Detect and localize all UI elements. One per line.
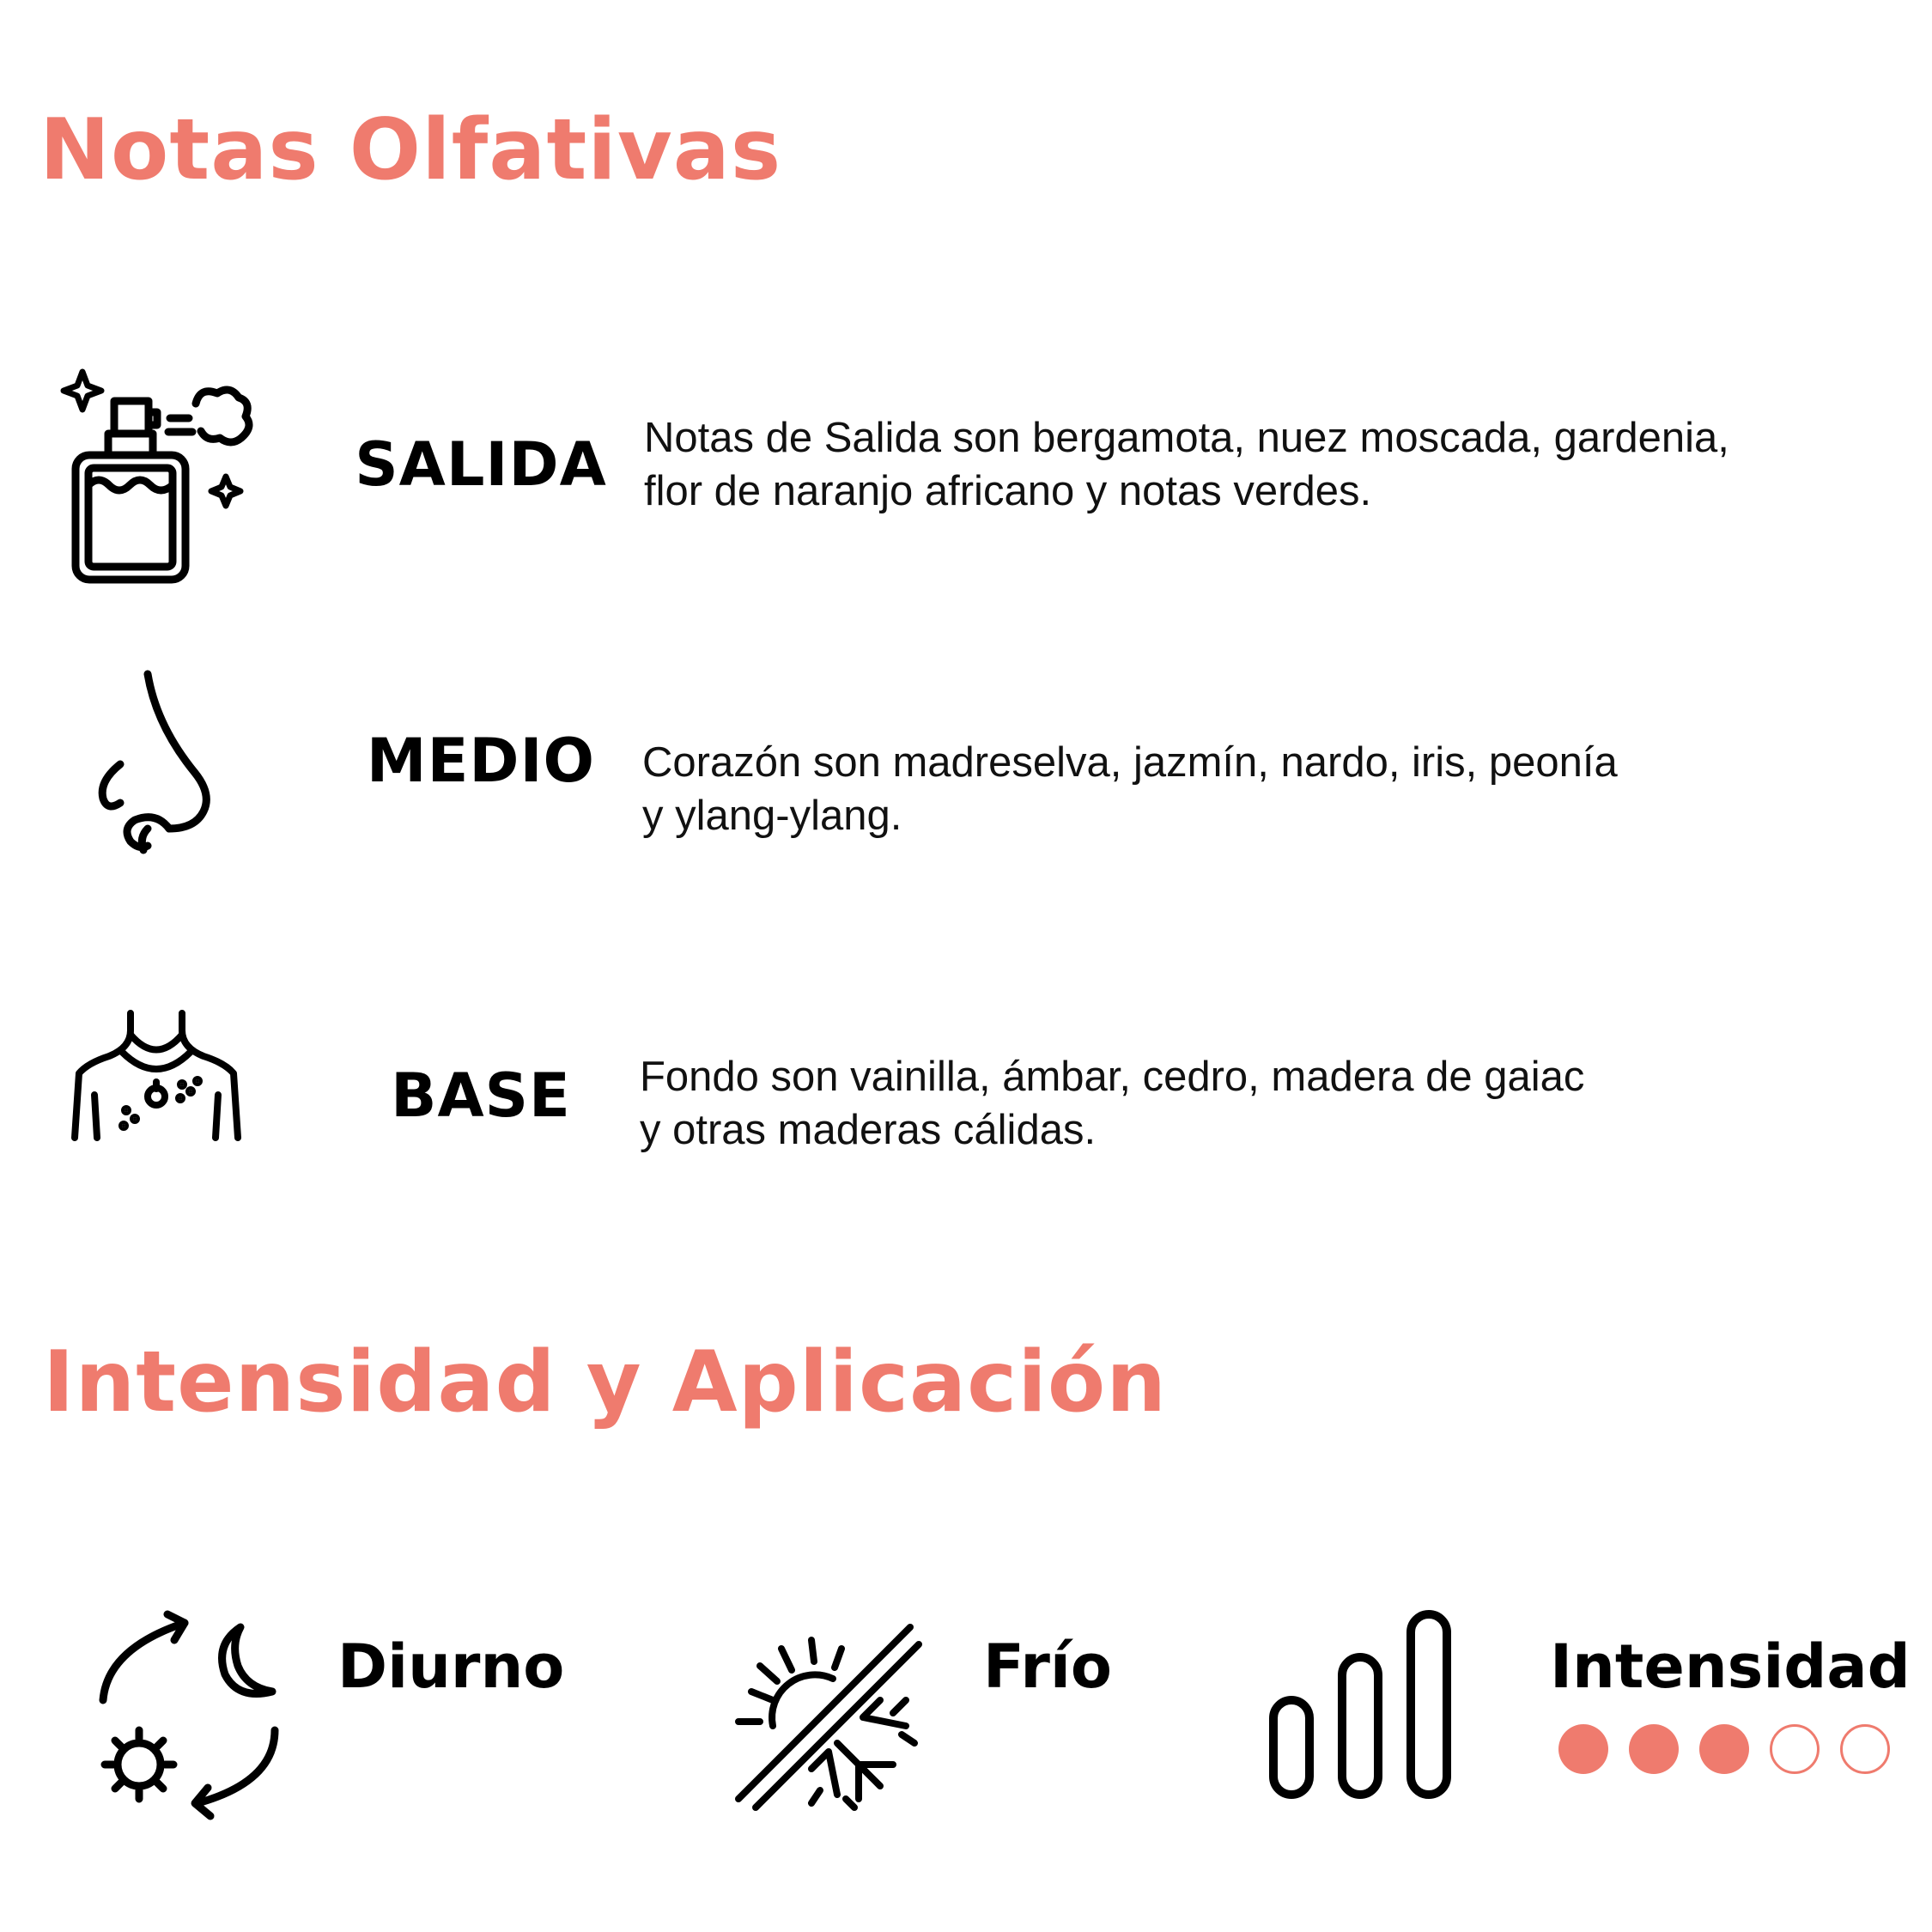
note-description-line: Notas de Salida son bergamota, nuez moscada, gardenia, [644,415,1729,461]
note-label-salida: SALIDA [355,429,607,500]
intensity-label: Intensidad [1550,1631,1911,1702]
neck-skin-icon [70,1009,242,1142]
note-description-line: Corazón son madreselva, jazmín, nardo, iris, peonía [642,739,1618,786]
note-description-medio [642,736,1618,842]
season-label: Frío [983,1631,1112,1702]
note-label-base: BASE [391,1060,571,1131]
perfume-spray-icon [67,365,252,588]
note-description-line: flor de naranjo africano y notas verdes. [644,468,1372,514]
nose-icon [94,670,223,854]
day-night-cycle-icon [94,1614,292,1820]
intensity-dot-empty [1840,1724,1890,1774]
intensity-rating [1558,1724,1890,1774]
note-description-salida [644,411,1729,518]
intensity-dot-empty [1770,1724,1820,1774]
intensity-bars-icon [1267,1610,1455,1799]
intensity-dot-filled [1699,1724,1749,1774]
intensity-dot-filled [1558,1724,1608,1774]
note-description-base [640,1050,1584,1157]
note-description-line: Fondo son vainilla, ámbar, cedro, madera de gaiac [640,1054,1585,1100]
note-label-medio: MEDIO [366,726,596,796]
notes-section-title: Notas Olfativas [39,101,782,199]
note-description-line: y otras maderas cálidas. [640,1107,1097,1153]
intensity-dot-filled [1629,1724,1679,1774]
note-description-line: y ylang-ylang. [642,793,902,839]
sun-snowflake-icon [734,1623,923,1812]
application-section-title: Intensidad y Aplicación [43,1334,1167,1431]
time-of-day-label: Diurno [337,1631,565,1702]
